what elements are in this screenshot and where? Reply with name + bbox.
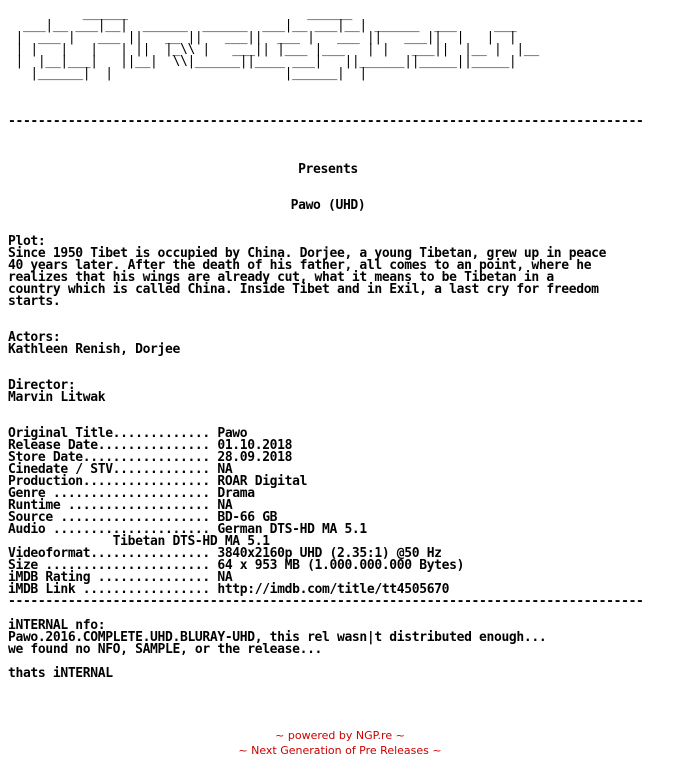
internal-line: we found no NFO, SAMPLE, or the release... xyxy=(8,642,323,657)
director-label: Director: xyxy=(8,378,76,393)
logo-line: ___|__ ___|__| ______ ______ ___|__ ___|__| ______ ___ ___ xyxy=(8,18,517,33)
director-value: Marvin Litwak xyxy=(8,390,106,405)
info-line: iMDB Rating ............... NA xyxy=(8,570,233,585)
internal-closing: thats iNTERNAL xyxy=(8,666,113,681)
info-line: Store Date................. 28.09.2018 xyxy=(8,450,293,465)
footer xyxy=(0,728,680,758)
info-line: Production................. ROAR Digital xyxy=(8,474,308,489)
logo-line: |______| | |______| | xyxy=(8,66,367,81)
divider-rule: ------------------------------------------------------------------------------------- xyxy=(8,596,644,608)
logo-line: | |__|___| ||__| \\|______||____ ___| ||______||_____||_____| xyxy=(8,54,517,69)
logo-line: ______ ______ xyxy=(8,6,352,21)
footer-powered-by: ~ powered by NGP.re ~ xyxy=(275,729,405,742)
actors-value: Kathleen Renish, Dorjee xyxy=(8,342,180,357)
divider-rule: ------------------------------------------------------------------------------------- xyxy=(8,116,644,128)
internal-label: iNTERNAL nfo: xyxy=(8,618,106,633)
info-line: Tibetan DTS-HD MA 5.1 xyxy=(8,534,270,549)
logo-line: | | | | | || |_\\ | ___|| |___ |___ | | ___|| |__ | |__ xyxy=(8,42,539,57)
nfo-text xyxy=(8,8,672,680)
logo-line: | ___ | ___ || __ || ___|| ___ | ___ || ___|| | | | xyxy=(8,30,517,45)
info-line: Release Date............... 01.10.2018 xyxy=(8,438,293,453)
info-line: Audio ..................... German DTS-HD MA 5.1 xyxy=(8,522,367,537)
info-line: Source .................... BD-66 GB xyxy=(8,510,278,525)
info-line: Runtime ................... NA xyxy=(8,498,233,513)
plot-line: starts. xyxy=(8,294,61,309)
plot-line: 40 years later. After the death of his father, all comes to an point, where he xyxy=(8,258,592,273)
info-line: Cinedate / STV............. NA xyxy=(8,462,233,477)
release-title: Pawo (UHD) xyxy=(290,198,366,213)
info-line: Videoformat................ 3840x2160p UHD (2.35:1) @50 Hz xyxy=(8,546,442,561)
info-line: Size ...................... 64 x 953 MB (1.000.000.000 Bytes) xyxy=(8,558,465,573)
footer-tagline: ~ Next Generation of Pre Releases ~ xyxy=(238,744,442,757)
plot-line: realizes that his wings are already cut, what it means to be Tibetan in a xyxy=(8,270,554,285)
plot-line: country which is called China. Inside Tibet and in Exil, a last cry for freedom xyxy=(8,282,599,297)
actors-label: Actors: xyxy=(8,330,61,345)
presents-text: Presents xyxy=(298,162,358,177)
plot-label: Plot: xyxy=(8,234,46,249)
info-line: Genre ..................... Drama xyxy=(8,486,255,501)
plot-line: Since 1950 Tibet is occupied by China. Dorjee, a young Tibetan, grew up in peace xyxy=(8,246,607,261)
info-line: iMDB Link ................. http://imdb.com/title/tt4505670 xyxy=(8,582,450,597)
info-line: Original Title............. Pawo xyxy=(8,426,248,441)
internal-line: Pawo.2016.COMPLETE.UHD.BLURAY-UHD, this rel wasn|t distributed enough... xyxy=(8,630,547,645)
